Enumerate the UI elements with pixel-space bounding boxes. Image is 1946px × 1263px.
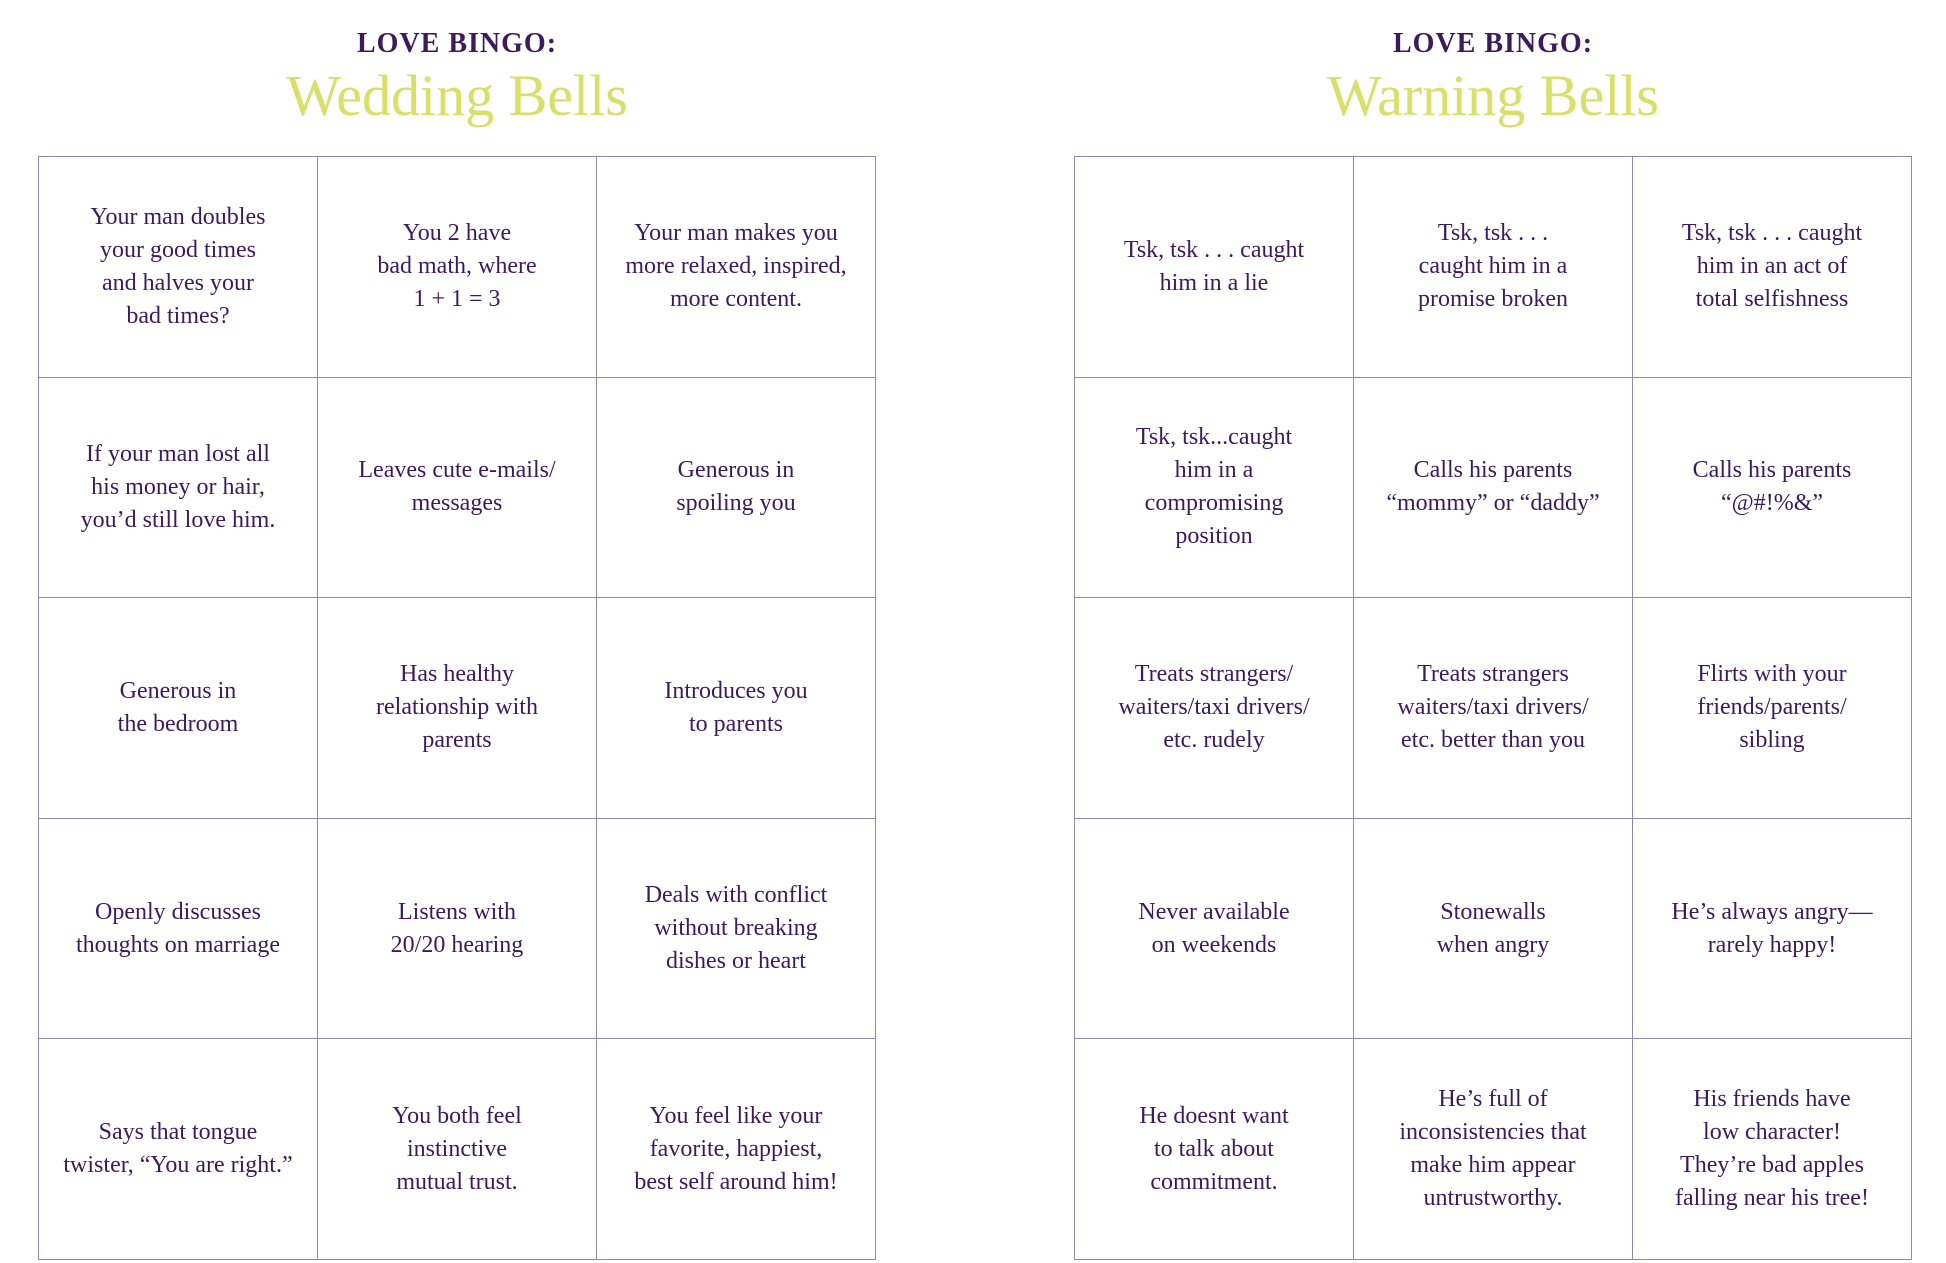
wedding-kicker: LOVE BINGO:	[356, 28, 558, 59]
bingo-cell	[39, 1039, 318, 1260]
bingo-cell-text: Introduces you to parents	[664, 677, 808, 737]
bingo-cell	[597, 819, 876, 1040]
bingo-cell	[318, 378, 597, 599]
bingo-cell-text: Deals with conflict without breaking dishes or heart	[644, 882, 828, 975]
bingo-cell-text: Never available on weekends	[1138, 898, 1290, 958]
bingo-cell	[597, 1039, 876, 1260]
bingo-cell-text: Treats strangers waiters/taxi drivers/ etc. better than you	[1397, 661, 1589, 754]
bingo-cell	[1354, 157, 1633, 378]
bingo-cell	[1633, 598, 1912, 819]
bingo-cell-text: Calls his parents “mommy” or “daddy”	[1386, 457, 1600, 517]
bingo-cell	[318, 157, 597, 378]
bingo-cell-text: Tsk, tsk . . . caught him in a lie	[1123, 236, 1305, 296]
bingo-cell	[318, 1039, 597, 1260]
bingo-cell	[597, 378, 876, 599]
bingo-cell-text: Flirts with your friends/parents/ sibling	[1697, 661, 1847, 754]
bingo-cell-text: He’s full of inconsistencies that make him appear untrustworthy.	[1399, 1086, 1587, 1212]
bingo-cell-text: Your man makes you more relaxed, inspired, more content.	[625, 220, 847, 313]
bingo-cell-text: Leaves cute e-mails/ messages	[358, 457, 556, 517]
bingo-cell	[597, 157, 876, 378]
bingo-cell	[39, 157, 318, 378]
bingo-cell-text: Says that tongue twister, “You are right.”	[63, 1119, 293, 1179]
bingo-cell	[1354, 598, 1633, 819]
bingo-cell	[1075, 598, 1354, 819]
bingo-cell-text: Treats strangers/ waiters/taxi drivers/ etc. rudely	[1118, 661, 1310, 754]
bingo-cell	[1075, 378, 1354, 599]
bingo-cell	[1354, 819, 1633, 1040]
bingo-cell	[597, 598, 876, 819]
bingo-cell	[39, 378, 318, 599]
bingo-cell-text: Calls his parents “@#!%&”	[1692, 457, 1852, 517]
bingo-cell	[1075, 157, 1354, 378]
bingo-cell-text: Tsk, tsk . . . caught him in an act of total selfishness	[1681, 220, 1863, 313]
bingo-cell	[1075, 819, 1354, 1040]
bingo-cell	[1633, 819, 1912, 1040]
bingo-cell-text: Tsk, tsk...caught him in a compromising position	[1135, 424, 1293, 550]
bingo-cell	[1075, 1039, 1354, 1260]
bingo-cell-text: Listens with 20/20 hearing	[390, 898, 524, 958]
bingo-cell-text: He doesnt want to talk about commitment.	[1139, 1102, 1289, 1195]
bingo-cell-text: Generous in the bedroom	[117, 677, 239, 737]
bingo-cell	[1633, 1039, 1912, 1260]
warning-bingo-grid	[1074, 156, 1912, 1260]
bingo-cell	[1354, 1039, 1633, 1260]
bingo-cell-text: Tsk, tsk . . . caught him in a promise broken	[1418, 220, 1568, 313]
bingo-cell	[318, 819, 597, 1040]
wedding-bingo-grid	[38, 156, 876, 1260]
bingo-cell	[1633, 378, 1912, 599]
bingo-cell-text: If your man lost all his money or hair, you’d still love him.	[80, 440, 276, 533]
warning-title: Warning Bells	[1327, 63, 1659, 128]
bingo-cell	[318, 598, 597, 819]
bingo-cell-text: You 2 have bad math, where 1 + 1 = 3	[377, 220, 537, 313]
bingo-cell-text: Your man doubles your good times and halves your bad times?	[90, 203, 266, 329]
bingo-cell	[1354, 378, 1633, 599]
bingo-cell-text: Generous in spoiling you	[676, 457, 796, 517]
warning-kicker: LOVE BINGO:	[1392, 28, 1594, 59]
bingo-cell-text: You feel like your favorite, happiest, best self around him!	[634, 1102, 838, 1195]
bingo-cell-text: Stonewalls when angry	[1436, 898, 1550, 958]
bingo-cell-text: Has healthy relationship with parents	[376, 661, 538, 754]
bingo-cell-text: Openly discusses thoughts on marriage	[76, 898, 280, 958]
bingo-cell-text: You both feel instinctive mutual trust.	[392, 1102, 522, 1195]
bingo-cell-text: His friends have low character! They’re bad apples falling near his tree!	[1675, 1086, 1869, 1212]
bingo-cell	[1633, 157, 1912, 378]
wedding-title: Wedding Bells	[286, 63, 628, 128]
bingo-cell	[39, 819, 318, 1040]
bingo-cell	[39, 598, 318, 819]
bingo-cell-text: He’s always angry— rarely happy!	[1671, 898, 1873, 958]
